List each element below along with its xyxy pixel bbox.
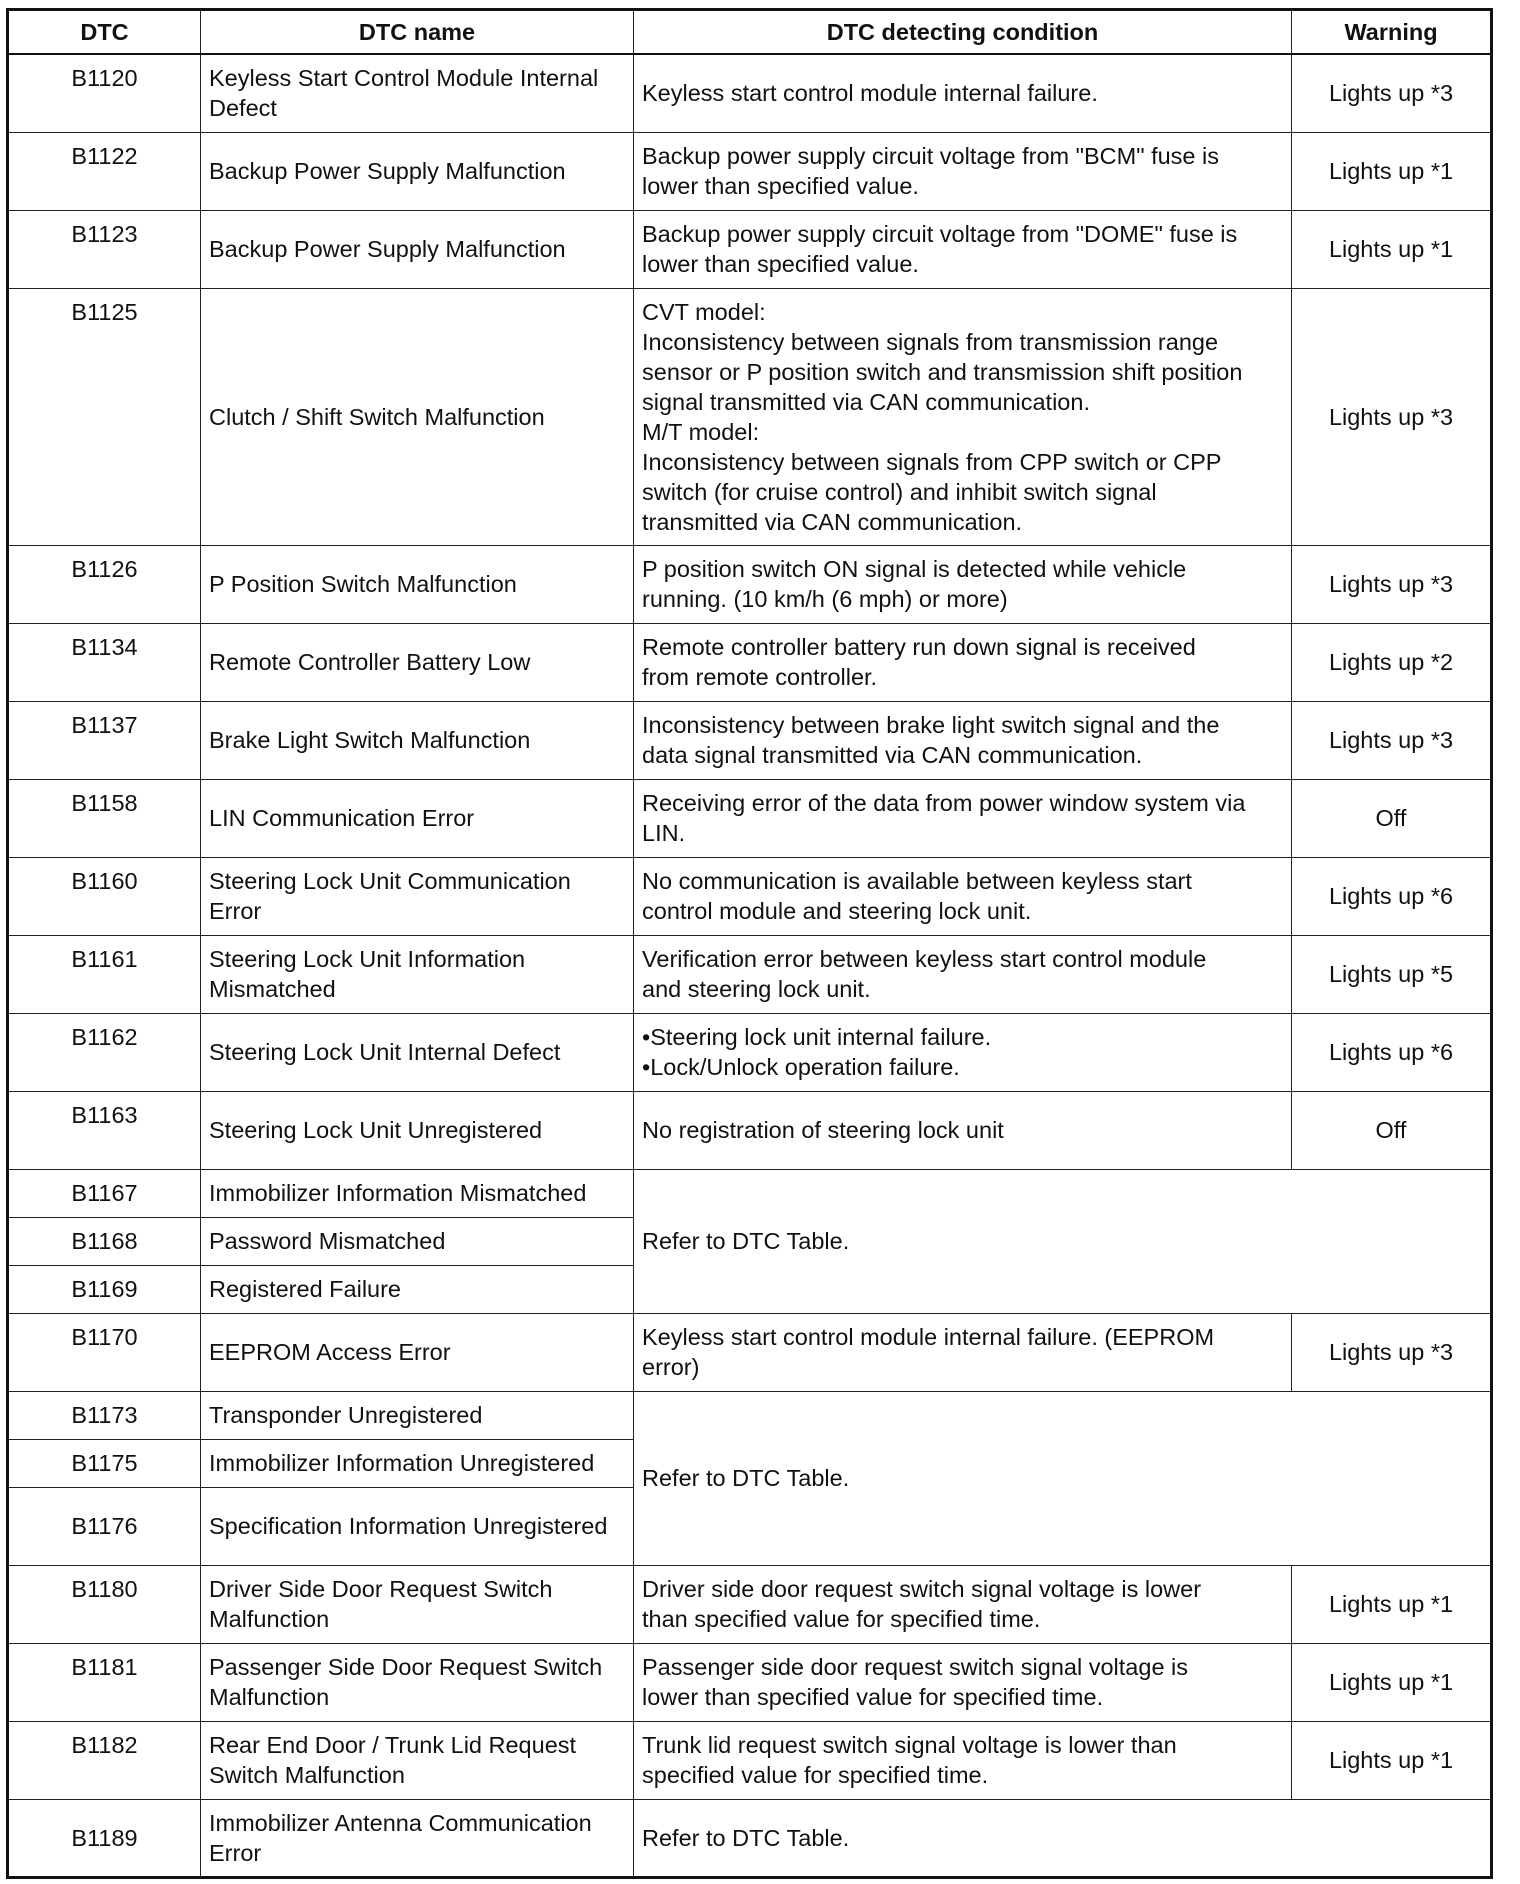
dtc-name: Rear End Door / Trunk Lid Request Switch Malfunction (201, 1721, 634, 1799)
table-row (8, 935, 1492, 1013)
detecting-condition (634, 54, 1292, 132)
condition-line: sensor or P position switch and transmission shift position (642, 358, 1243, 385)
condition-line: Trunk lid request switch signal voltage is lower than (642, 1732, 1177, 1758)
dtc-code: B1167 (8, 1169, 201, 1217)
dtc-name: Brake Light Switch Malfunction (201, 701, 634, 779)
condition-line: specified value for specified time. (642, 1762, 989, 1788)
dtc-name: Immobilizer Information Unregistered (201, 1439, 634, 1487)
warning-status: Lights up *5 (1292, 935, 1492, 1013)
warning-status: Lights up *1 (1292, 210, 1492, 288)
condition-line: •Lock/Unlock operation failure. (642, 1054, 960, 1080)
dtc-code: B1162 (8, 1013, 201, 1091)
table-row (8, 1565, 1492, 1643)
dtc-name: Steering Lock Unit Internal Defect (201, 1013, 634, 1091)
warning-status: Lights up *2 (1292, 623, 1492, 701)
warning-status: Lights up *3 (1292, 701, 1492, 779)
dtc-code: B1126 (8, 545, 201, 623)
condition-line: LIN. (642, 820, 686, 846)
detecting-condition (634, 1721, 1292, 1799)
condition-line: Passenger side door request switch signal voltage is (642, 1654, 1189, 1680)
dtc-name: Remote Controller Battery Low (201, 623, 634, 701)
detecting-condition (634, 132, 1292, 210)
condition-line: Keyless start control module internal failure. (EEPROM (642, 1324, 1215, 1350)
condition-line: error) (642, 1354, 700, 1380)
condition-line: lower than specified value for specified time. (642, 1684, 1104, 1710)
condition-line: Backup power supply circuit voltage from "DOME" fuse is (642, 221, 1238, 247)
detecting-condition (634, 1313, 1292, 1391)
detecting-condition (634, 935, 1292, 1013)
dtc-name: Registered Failure (201, 1265, 634, 1313)
warning-status: Lights up *1 (1292, 1721, 1492, 1799)
condition-line: Inconsistency between brake light switch signal and the (642, 712, 1220, 738)
table-row (8, 1313, 1492, 1391)
condition-line: Refer to DTC Table. (642, 1228, 850, 1254)
warning-status: Lights up *1 (1292, 1643, 1492, 1721)
header-warning: Warning (1292, 10, 1492, 55)
detecting-condition (634, 545, 1292, 623)
dtc-name: P Position Switch Malfunction (201, 545, 634, 623)
dtc-code: B1182 (8, 1721, 201, 1799)
condition-line: than specified value for specified time. (642, 1606, 1041, 1632)
dtc-name: Keyless Start Control Module Internal Defect (201, 54, 634, 132)
condition-line: signal transmitted via CAN communication. (642, 388, 1090, 415)
warning-status: Lights up *1 (1292, 132, 1492, 210)
dtc-name: Immobilizer Antenna Communication Error (201, 1799, 634, 1877)
condition-line: Verification error between keyless start control module (642, 946, 1207, 972)
condition-line: CVT model: (642, 298, 766, 325)
condition-line: Receiving error of the data from power window system via (642, 790, 1246, 816)
dtc-code: B1173 (8, 1391, 201, 1439)
dtc-name: Passenger Side Door Request Switch Malfunction (201, 1643, 634, 1721)
warning-status: Lights up *3 (1292, 1313, 1492, 1391)
dtc-name: LIN Communication Error (201, 779, 634, 857)
dtc-code: B1120 (8, 54, 201, 132)
detecting-condition (634, 857, 1292, 935)
detecting-condition (634, 701, 1292, 779)
condition-line: Refer to DTC Table. (642, 1465, 850, 1491)
warning-status: Lights up *3 (1292, 54, 1492, 132)
condition-line: Remote controller battery run down signal is received (642, 634, 1196, 660)
detecting-condition (634, 1565, 1292, 1643)
warning-status: Lights up *3 (1292, 545, 1492, 623)
table-row (8, 857, 1492, 935)
condition-line: lower than specified value. (642, 251, 919, 277)
detecting-condition (634, 1091, 1292, 1169)
table-row (8, 210, 1492, 288)
condition-line: and steering lock unit. (642, 976, 871, 1002)
condition-line: switch (for cruise control) and inhibit switch signal (642, 478, 1157, 505)
condition-line: Refer to DTC Table. (642, 1824, 850, 1851)
dtc-code: B1137 (8, 701, 201, 779)
dtc-code: B1125 (8, 288, 201, 545)
detecting-condition (634, 1013, 1292, 1091)
warning-status: Off (1292, 779, 1492, 857)
table-row (8, 1013, 1492, 1091)
dtc-code: B1176 (8, 1487, 201, 1565)
detecting-condition (634, 1799, 1492, 1877)
table-row (8, 1643, 1492, 1721)
dtc-name: Clutch / Shift Switch Malfunction (201, 288, 634, 545)
dtc-code: B1160 (8, 857, 201, 935)
condition-line: running. (10 km/h (6 mph) or more) (642, 586, 1008, 612)
condition-line: M/T model: (642, 418, 760, 445)
condition-line: Inconsistency between signals from transmission range (642, 328, 1219, 355)
condition-line: •Steering lock unit internal failure. (642, 1024, 992, 1050)
condition-line: Keyless start control module internal failure. (642, 80, 1098, 107)
dtc-code: B1189 (8, 1799, 201, 1877)
condition-line: No registration of steering lock unit (642, 1117, 1004, 1143)
dtc-name: Transponder Unregistered (201, 1391, 634, 1439)
dtc-code: B1134 (8, 623, 201, 701)
detecting-condition (634, 1169, 1492, 1313)
dtc-code: B1122 (8, 132, 201, 210)
dtc-code: B1158 (8, 779, 201, 857)
dtc-code: B1163 (8, 1091, 201, 1169)
table-row (8, 701, 1492, 779)
dtc-code: B1168 (8, 1217, 201, 1265)
table-row (8, 545, 1492, 623)
condition-line: transmitted via CAN communication. (642, 508, 1023, 535)
header-dtc-name: DTC name (201, 10, 634, 55)
condition-line: data signal transmitted via CAN communication. (642, 742, 1143, 768)
warning-status: Lights up *6 (1292, 857, 1492, 935)
header-detecting-condition: DTC detecting condition (634, 10, 1292, 55)
condition-line: No communication is available between keyless start (642, 868, 1192, 894)
table-row (8, 288, 1492, 545)
dtc-name: Driver Side Door Request Switch Malfunction (201, 1565, 634, 1643)
warning-status: Lights up *1 (1292, 1565, 1492, 1643)
dtc-name: Specification Information Unregistered (201, 1487, 634, 1565)
dtc-name: Immobilizer Information Mismatched (201, 1169, 634, 1217)
dtc-name: Password Mismatched (201, 1217, 634, 1265)
detecting-condition (634, 288, 1292, 545)
dtc-code: B1181 (8, 1643, 201, 1721)
dtc-code: B1169 (8, 1265, 201, 1313)
table-row (8, 1799, 1492, 1877)
table-row (8, 132, 1492, 210)
dtc-name: Steering Lock Unit Communication Error (201, 857, 634, 935)
condition-line: P position switch ON signal is detected while vehicle (642, 556, 1187, 582)
detecting-condition (634, 1391, 1492, 1565)
header-dtc: DTC (8, 10, 201, 55)
condition-line: Backup power supply circuit voltage from "BCM" fuse is (642, 143, 1219, 169)
detecting-condition (634, 210, 1292, 288)
table-row (8, 779, 1492, 857)
dtc-code: B1170 (8, 1313, 201, 1391)
detecting-condition (634, 623, 1292, 701)
dtc-name: Steering Lock Unit Information Mismatched (201, 935, 634, 1013)
condition-line: from remote controller. (642, 664, 878, 690)
warning-status: Lights up *3 (1292, 288, 1492, 545)
table-row (8, 1721, 1492, 1799)
dtc-name: Backup Power Supply Malfunction (201, 210, 634, 288)
dtc-name: Backup Power Supply Malfunction (201, 132, 634, 210)
table-row (8, 1391, 1492, 1439)
dtc-code: B1123 (8, 210, 201, 288)
dtc-code: B1175 (8, 1439, 201, 1487)
table-row (8, 54, 1492, 132)
warning-status: Lights up *6 (1292, 1013, 1492, 1091)
header-row (8, 10, 1492, 55)
dtc-name: EEPROM Access Error (201, 1313, 634, 1391)
table-row (8, 1169, 1492, 1217)
table-row (8, 1091, 1492, 1169)
condition-line: lower than specified value. (642, 173, 919, 199)
dtc-code: B1161 (8, 935, 201, 1013)
table-row (8, 623, 1492, 701)
condition-line: Inconsistency between signals from CPP switch or CPP (642, 448, 1222, 475)
detecting-condition (634, 1643, 1292, 1721)
condition-line: Driver side door request switch signal voltage is lower (642, 1576, 1202, 1602)
dtc-table (6, 8, 1493, 1879)
condition-line: control module and steering lock unit. (642, 898, 1032, 924)
detecting-condition (634, 779, 1292, 857)
warning-status: Off (1292, 1091, 1492, 1169)
dtc-name: Steering Lock Unit Unregistered (201, 1091, 634, 1169)
dtc-code: B1180 (8, 1565, 201, 1643)
